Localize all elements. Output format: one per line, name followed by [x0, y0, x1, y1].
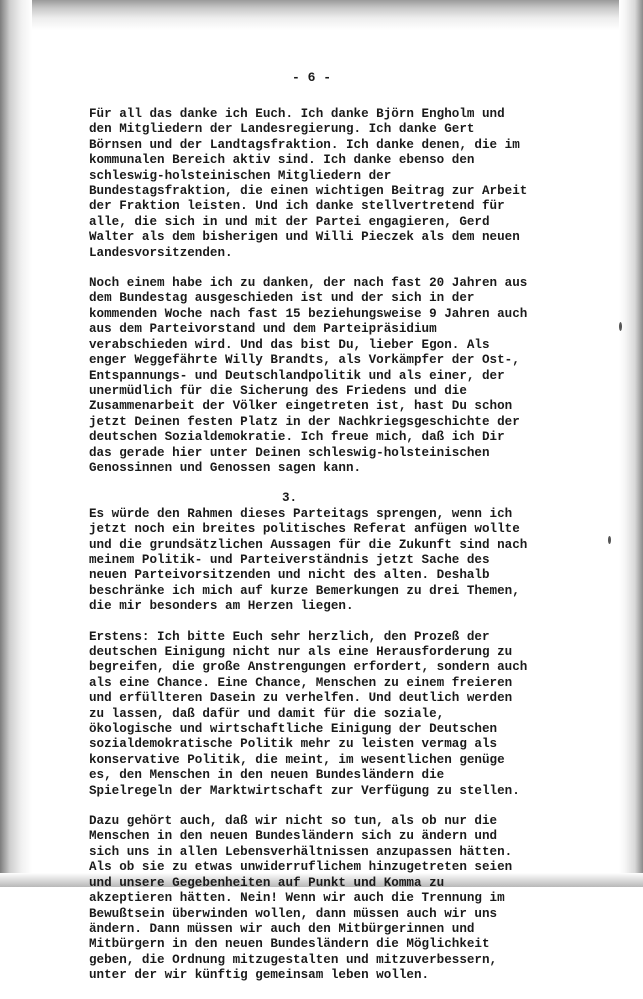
text-line: der Fraktion leisten. Und ich danke stellvertretend für — [89, 199, 505, 214]
text-line: kommunalen Bereich aktiv sind. Ich danke ebenso den — [89, 153, 475, 168]
text-line: jetzt noch ein breites politisches Referat anfügen wollte — [89, 522, 520, 537]
text-line: neuen Parteivorsitzenden und nicht des alten. Deshalb — [89, 568, 490, 583]
text-line: als eine Chance. Eine Chance, Menschen zu einem freieren — [89, 675, 513, 690]
text-line: Noch einem habe ich zu danken, der nach fast 20 Jahren aus — [89, 276, 528, 291]
paragraph-first — [89, 630, 589, 799]
text-line: ökologische und wirtschaftliche Einigung der Deutschen — [89, 722, 498, 737]
text-line: kommenden Woche nach fast 15 beziehungsweise 9 Jahren auch — [89, 306, 528, 321]
text-line: Mitbürgern in den neuen Bundesländern die Möglichkeit — [89, 937, 490, 952]
text-line: geben, die Ordnung mitzugestalten und mitzuverbessern, — [89, 952, 498, 967]
paragraph-party-congress — [89, 507, 589, 615]
text-line: verabschieden wird. Und das bist Du, lieber Egon. Als — [89, 337, 490, 352]
text-line: jetzt Deinen festen Platz in der Nachkriegsgeschichte der — [89, 414, 520, 429]
text-line: meinem Politik- und Parteiverständnis jetzt Sache des — [89, 552, 490, 567]
text-line: deutschen Einigung nicht nur als eine Herausforderung zu — [89, 645, 513, 659]
text-line: dem Bundestag ausgeschieden ist und der sich in der — [89, 291, 475, 306]
text-line: Bewußtsein überwinden wollen, dann müssen auch wir uns — [89, 906, 498, 921]
text-line: die mir besonders am Herzen liegen. — [89, 599, 354, 614]
text-line: zu lassen, daß dafür und damit für die soziale, — [89, 706, 445, 721]
scan-speck — [619, 322, 622, 331]
text-line: enger Weggefährte Willy Brandts, als Vorkämpfer der Ost-, — [89, 353, 520, 368]
text-line: deutschen Sozialdemokratie. Ich freue mich, daß ich Dir — [89, 430, 505, 445]
text-line: und erfüllteren Dasein zu verhelfen. Und deutlich werden — [89, 691, 513, 706]
text-line: Börnsen und der Landtagsfraktion. Ich danke denen, die im — [89, 137, 520, 152]
scan-speck — [608, 536, 611, 544]
text-line: Es würde den Rahmen dieses Parteitags sprengen, wenn ich — [89, 506, 513, 521]
text-line: konservative Politik, die meint, im wesentlichen genüge — [89, 752, 505, 767]
text-line: Spielregeln der Marktwirtschaft zur Verfügung zu stellen. — [89, 783, 520, 798]
paragraph-egon — [89, 276, 589, 476]
text-line: Genossinnen und Genossen sagen kann. — [89, 460, 362, 475]
text-line: Entspannungs- und Deutschlandpolitik und als einer, der — [89, 368, 505, 383]
text-line: schleswig-holsteinischen Mitgliedern der — [89, 168, 392, 183]
scan-right-edge — [619, 0, 643, 887]
page-number: - 6 - — [292, 70, 332, 85]
text-line: ändern. Dann müssen wir auch den Mitbürgerinnen und — [89, 921, 475, 936]
text-line: Bundestagsfraktion, die einen wichtigen Beitrag zur Arbeit — [89, 184, 528, 199]
text-line: und unsere Gegebenheiten auf Punkt und Komma zu — [89, 875, 445, 890]
text-line: es, den Menschen in den neuen Bundesländern die — [89, 768, 445, 783]
text-line: unter der wir künftig gemeinsam leben wollen. — [89, 968, 430, 983]
text-line: alle, die sich in und mit der Partei engagieren, Gerd — [89, 214, 490, 229]
paragraph-thanks — [89, 107, 589, 261]
text-line: Zusammenarbeit der Völker eingetreten ist, hast Du schon — [89, 399, 513, 414]
text-line: und die grundsätzlichen Aussagen für die Zukunft sind nach — [89, 537, 528, 552]
text-line: Als ob sie zu etwas unwiderruflichem hinzugetreten seien — [89, 860, 513, 875]
text-line: den Mitgliedern der Landesregierung. Ich danke Gert — [89, 122, 475, 137]
text-line: sich uns in allen Lebensverhältnissen anzupassen hätten. — [89, 844, 513, 859]
text-line: akzeptieren hätten. Nein! Wenn wir auch die Trennung im — [89, 891, 505, 906]
text-line: Walter als dem bisherigen und Willi Pieczek als dem neuen — [89, 230, 520, 245]
text-line: aus dem Parteivorstand und dem Parteipräsidium — [89, 322, 437, 337]
scan-top-edge — [0, 0, 643, 30]
text-line: Menschen in den neuen Bundesländern sich zu ändern und — [89, 829, 498, 844]
paragraph-change — [89, 814, 589, 983]
document-body — [89, 107, 589, 999]
text-line: Für all das danke ich Euch. Ich danke Björn Engholm und — [89, 107, 505, 121]
text-line: Landesvorsitzenden. — [89, 245, 233, 260]
text-line: Erstens: Ich bitte Euch sehr herzlich, den Prozeß der — [89, 629, 490, 644]
section-number: 3. — [282, 491, 298, 506]
text-line: beschränke ich mich auf kurze Bemerkungen zu drei Themen, — [89, 583, 520, 598]
scan-left-edge — [0, 0, 32, 887]
text-line: sozialdemokratische Politik mehr zu leisten vermag als — [89, 737, 498, 752]
text-line: das gerade hier unter Deinen schleswig-holsteinischen — [89, 445, 490, 460]
text-line: unermüdlich für die Sicherung des Friedens und die — [89, 383, 467, 398]
text-line: Dazu gehört auch, daß wir nicht so tun, als ob nur die — [89, 814, 498, 829]
text-line: begreifen, die große Anstrengungen erfordert, sondern auch — [89, 660, 528, 675]
